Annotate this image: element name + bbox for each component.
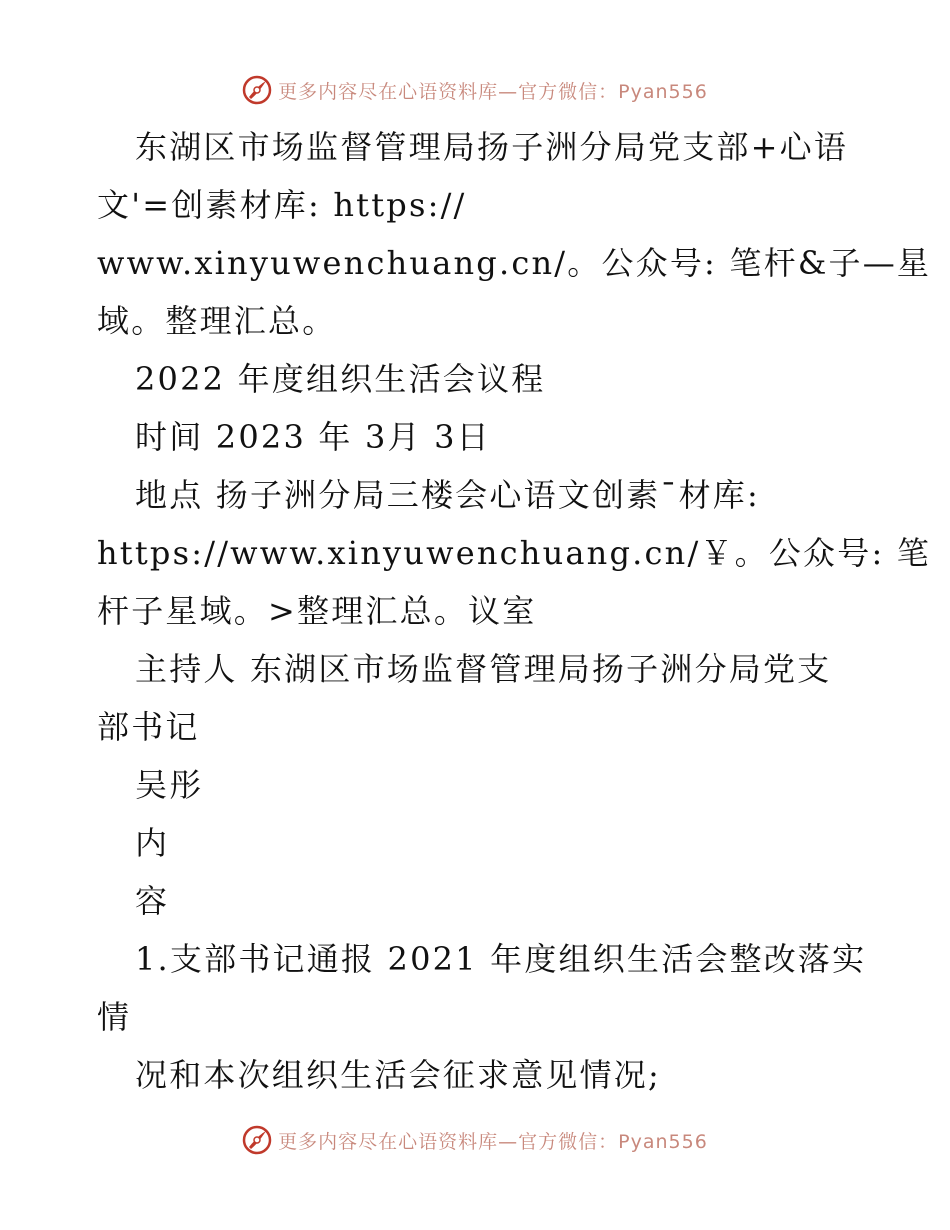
agenda-item-1: 1.支部书记通报 2021 年度组织生活会整改落实	[135, 940, 867, 978]
header-watermark-banner	[0, 70, 950, 110]
doc-line: 文'=创素材库: https://	[97, 186, 467, 224]
doc-line: 杆子星域。>整理汇总。议室	[97, 592, 537, 630]
quill-logo-icon	[242, 1125, 272, 1155]
quill-logo-icon	[242, 75, 272, 105]
content-label-1: 内	[135, 824, 170, 862]
meeting-host: 主持人 东湖区市场监督管理局扬子洲分局党支	[135, 650, 832, 688]
footer-watermark-text: 更多内容尽在心语资料库—官方微信：Pyan556	[278, 1130, 708, 1153]
content-label-2: 容	[135, 882, 170, 920]
header-watermark-text: 更多内容尽在心语资料库—官方微信：Pyan556	[278, 80, 708, 103]
doc-line: www.xinyuwenchuang.cn/。公众号: 笔杆&子—星	[97, 244, 932, 282]
meeting-location: 地点 扬子洲分局三楼会心语文创素¯材库:	[135, 476, 760, 514]
agenda-title: 2022 年度组织生活会议程	[135, 360, 546, 398]
document-body	[97, 118, 932, 1104]
doc-line: 况和本次组织生活会征求意见情况;	[135, 1056, 661, 1094]
footer-watermark-banner	[0, 1120, 950, 1160]
doc-line: 东湖区市场监督管理局扬子洲分局党支部+心语	[135, 128, 849, 166]
doc-line: https://www.xinyuwenchuang.cn/￥。公众号: 笔	[97, 534, 931, 572]
meeting-time: 时间 2023 年 3月 3日	[135, 418, 491, 456]
doc-line: 域。整理汇总。	[97, 302, 337, 340]
doc-line: 情	[97, 998, 132, 1036]
doc-line: 部书记	[97, 708, 200, 746]
host-name: 吴彤	[135, 766, 204, 804]
